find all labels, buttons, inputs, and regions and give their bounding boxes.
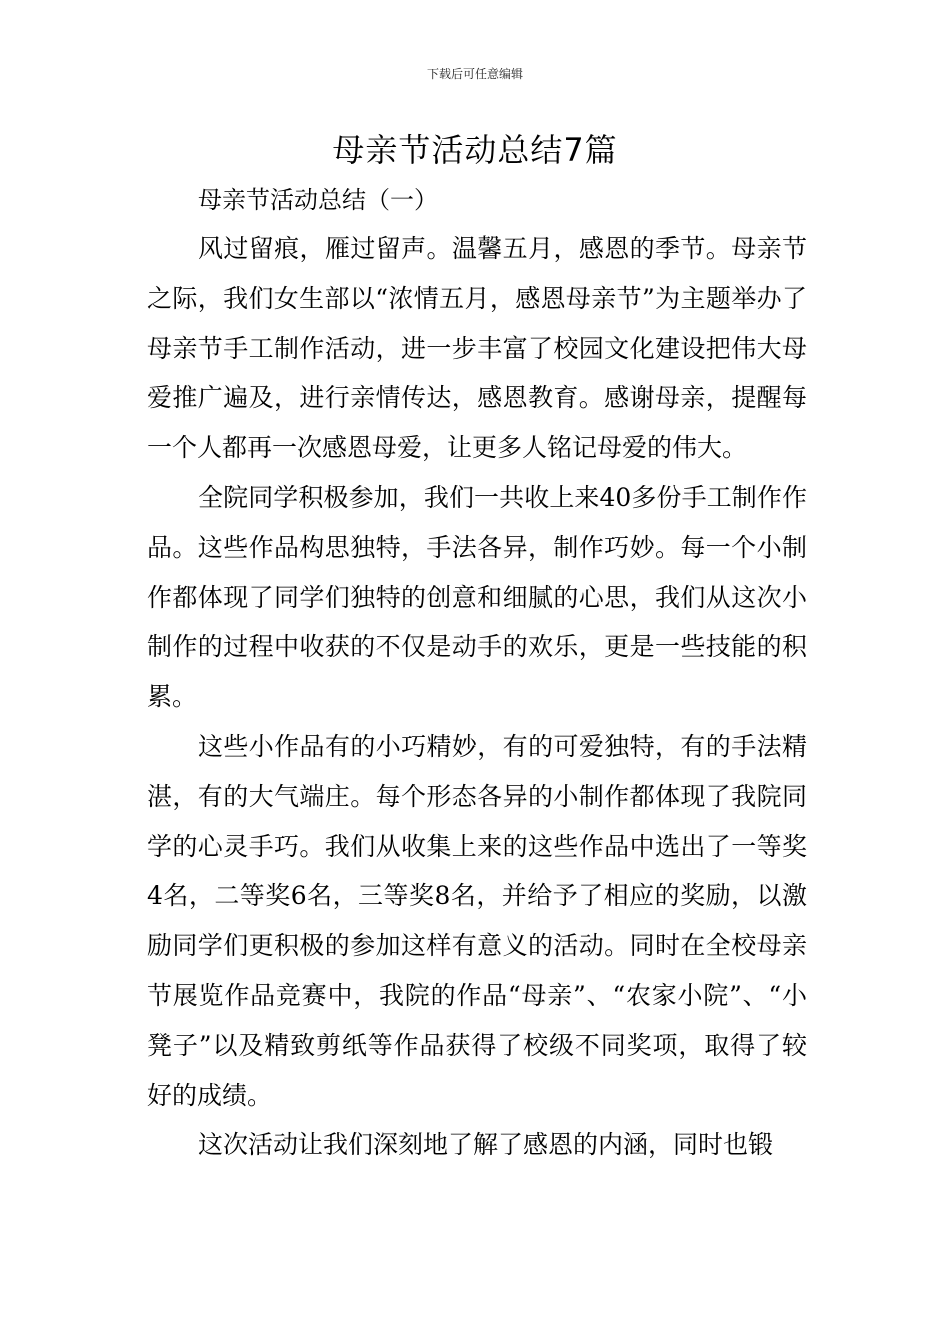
paragraph-line: 级不同奖项，取得了较好的成绩。 [147,1030,807,1110]
paragraph-line: 举办了母亲节手工制作活动，进一步丰富了校园文化建设 [147,283,807,363]
paragraph-line: 作品。这些作品构思独特，手法各异，制作巧妙。每一个 [147,482,807,562]
paragraph-line: 全院同学积极参加，我们一共收上来40多份手工制作 [198,482,782,512]
paragraph-line: 亲，提醒每一个人都再一次感恩母爱，让更多人铭记母爱 [147,383,807,463]
paragraph-line: 把伟大母爱推广遍及，进行亲情传达，感恩教育。感谢母 [147,333,807,413]
body-paragraph [147,1120,807,1170]
header-note: 下载后可任意编辑 [426,67,523,81]
document-title: 母亲节活动总结7篇 [332,131,618,169]
body-paragraph [147,224,807,473]
paragraph-line: 这次活动让我们深刻地了解了感恩的内涵，同时也锻 [198,1130,774,1160]
paragraph-line: 在全校母亲节展览作品竞赛中，我院的作品“母亲”、 [147,931,807,1010]
paragraph-line: 一等奖4名，二等奖6名，三等奖8名，并给予了相应的奖 [147,831,807,911]
paragraph-line: 技能的积累。 [147,632,807,712]
paragraph-line: 精湛，有的大气端庄。每个形态各异的小制作都体现了我 [147,731,807,811]
body-paragraph [147,722,807,1120]
document-body [147,224,807,1170]
paragraph-line: “农家小院”、“小凳子”以及精致剪纸等作品获得了校 [147,980,807,1060]
paragraph-line: 的伟大。 [647,433,748,463]
paragraph-line: 风过留痕，雁过留声。温馨五月，感恩的季节。母亲 [198,234,782,263]
paragraph-line: 励，以激励同学们更积极的参加这样有意义的活动。同时 [147,881,807,961]
paragraph-line: 这次小制作的过程中收获的不仅是动手的欢乐，更是一些 [147,582,807,662]
paragraph-line: 院同学的心灵手巧。我们从收集上来的这些作品中选出了 [147,781,807,861]
section-heading: 母亲节活动总结（一） [198,186,438,214]
body-paragraph [147,473,807,722]
paragraph-line: 这些小作品有的小巧精妙，有的可爱独特，有的手法 [198,731,782,761]
paragraph-line: 节之际，我们女生部以“浓情五月，感恩母亲节”为主题 [147,234,807,313]
paragraph-line: 小制作都体现了同学们独特的创意和细腻的心思，我们从 [147,532,807,612]
